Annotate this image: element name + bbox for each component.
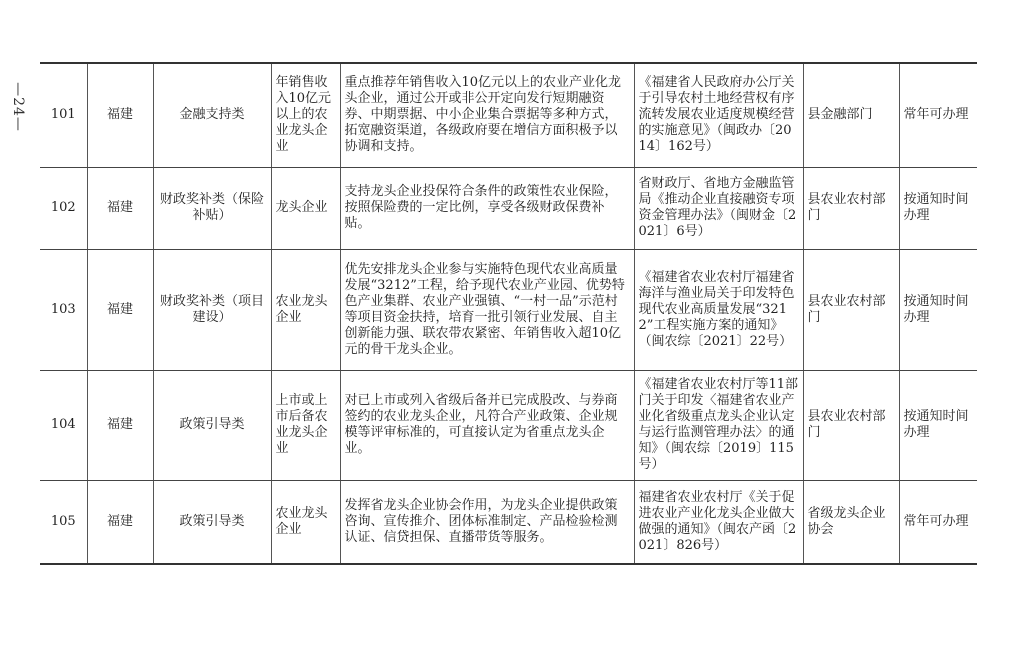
province-cell: 福建 <box>87 249 153 370</box>
content-cell: 重点推荐年销售收入10亿元以上的农业产业化龙头企业，通过公开或非公开定向发行短期融资券、中期票据、中小企业集合票据等多种方式，拓宽融资渠道，各级政府要在增信方面积极予以协调和支持。 <box>340 63 634 167</box>
department-cell: 县金融部门 <box>803 63 899 167</box>
department-cell: 县农业农村部门 <box>803 370 899 480</box>
table-row <box>40 249 977 370</box>
time-cell: 按通知时间办理 <box>899 370 977 480</box>
province-cell: 福建 <box>87 63 153 167</box>
department-cell: 县农业农村部门 <box>803 167 899 249</box>
content-cell: 支持龙头企业投保符合条件的政策性农业保险，按照保险费的一定比例，享受各级财政保费补贴。 <box>340 167 634 249</box>
row-number-cell: 103 <box>40 249 87 370</box>
province-cell: 福建 <box>87 167 153 249</box>
time-cell: 常年可办理 <box>899 63 977 167</box>
department-cell: 省级龙头企业协会 <box>803 480 899 564</box>
content-cell: 发挥省龙头企业协会作用，为龙头企业提供政策咨询、宣传推介、团体标准制定、产品检验检测认证、信贷担保、直播带货等服务。 <box>340 480 634 564</box>
time-cell: 按通知时间办理 <box>899 249 977 370</box>
target-cell: 龙头企业 <box>271 167 340 249</box>
province-cell: 福建 <box>87 480 153 564</box>
category-cell: 财政奖补类（项目建设） <box>153 249 271 370</box>
table-row <box>40 167 977 249</box>
category-cell: 政策引导类 <box>153 480 271 564</box>
department-cell: 县农业农村部门 <box>803 249 899 370</box>
row-number-cell: 102 <box>40 167 87 249</box>
category-cell: 财政奖补类（保险补贴） <box>153 167 271 249</box>
time-cell: 按通知时间办理 <box>899 167 977 249</box>
table-row <box>40 480 977 564</box>
basis-cell: 《福建省农业农村厅等11部门关于印发〈福建省农业产业化省级重点龙头企业认定与运行监测管理办法〉的通知》（闽农综〔2019〕115号） <box>634 370 803 480</box>
time-cell: 常年可办理 <box>899 480 977 564</box>
target-cell: 年销售收入10亿元以上的农业龙头企业 <box>271 63 340 167</box>
policy-table <box>40 62 977 565</box>
row-number-cell: 101 <box>40 63 87 167</box>
target-cell: 上市或上市后备农业龙头企业 <box>271 370 340 480</box>
basis-cell: 《福建省人民政府办公厅关于引导农村土地经营权有序流转发展农业适度规模经营的实施意见》（闽政办〔2014〕162号） <box>634 63 803 167</box>
content-cell: 优先安排龙头企业参与实施特色现代农业高质量发展“3212”工程，给予现代农业产业园、优势特色产业集群、农业产业强镇、“一村一品”示范村等项目资金扶持，培育一批引领行业发展、自主创新能力强、联农带农紧密、年销售收入超10亿元的骨干龙头企业。 <box>340 249 634 370</box>
table-row <box>40 370 977 480</box>
content-cell: 对已上市或列入省级后备并已完成股改、与券商签约的农业龙头企业，凡符合产业政策、企业规模等评审标准的，可直接认定为省重点龙头企业。 <box>340 370 634 480</box>
province-cell: 福建 <box>87 370 153 480</box>
row-number-cell: 104 <box>40 370 87 480</box>
page-number-text: —24— <box>10 82 27 132</box>
basis-cell: 福建省农业农村厅《关于促进农业产业化龙头企业做大做强的通知》（闽农产函〔2021〕826号） <box>634 480 803 564</box>
category-cell: 政策引导类 <box>153 370 271 480</box>
page-number <box>6 62 30 152</box>
target-cell: 农业龙头企业 <box>271 480 340 564</box>
basis-cell: 省财政厅、省地方金融监管局《推动企业直接融资专项资金管理办法》（闽财金〔2021〕6号） <box>634 167 803 249</box>
basis-cell: 《福建省农业农村厅福建省海洋与渔业局关于印发特色现代农业高质量发展“3212”工程实施方案的通知》（闽农综〔2021〕22号） <box>634 249 803 370</box>
row-number-cell: 105 <box>40 480 87 564</box>
table-row <box>40 63 977 167</box>
category-cell: 金融支持类 <box>153 63 271 167</box>
target-cell: 农业龙头企业 <box>271 249 340 370</box>
